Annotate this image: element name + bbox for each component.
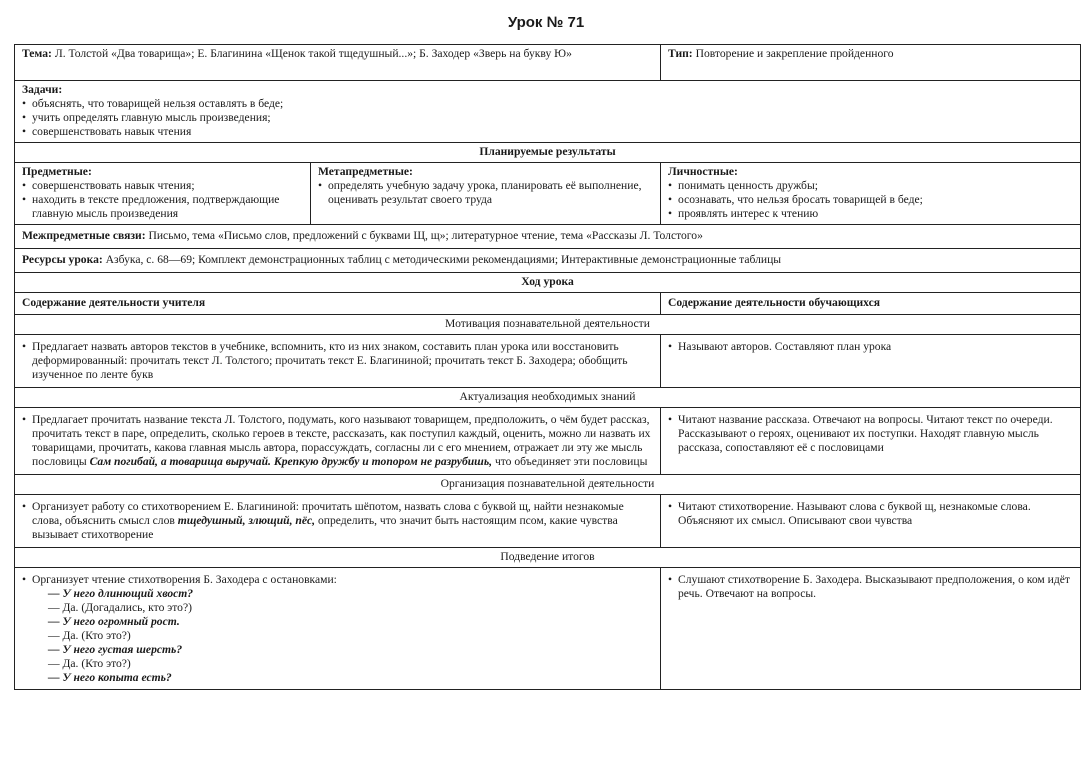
topic-text: Л. Толстой «Два товарища»; Е. Благинина «Щенок такой тщедушный...»; Б. Заходер «Зверь на букву Ю» — [54, 47, 572, 60]
teacher-activity-list — [22, 340, 653, 382]
words-text: тщедушный, злющий, пёс, — [177, 514, 316, 527]
dialogue-line: — У него копыта есть? — [48, 671, 172, 684]
students-activity-list — [668, 573, 1073, 601]
topic-row — [15, 45, 1081, 81]
teacher-activity-text: Организует работу со стихотворением Е. Благининой: прочитать шёпотом, назвать слова с буквой щ, найти незнакомые слова, объяснить смысл слов — [32, 500, 624, 527]
teacher-activity — [22, 413, 653, 469]
teacher-activity — [22, 500, 653, 542]
subject-results-list — [22, 179, 303, 221]
teacher-activity-text: Предлагает прочитать название текста Л. Толстого, подумать, кого называют товарищем, предположить, о чём будет рассказ, прочитать текст в паре, определить, сколько героев в тексте, рассказать, как поступил каждый, оценить, можно ли назвать их товарищами, прочитать, какова главная мысль автора, порассуждать, согласны ли с его мнением, отражает ли эту же мысль пословицы — [32, 413, 651, 468]
planned-results-header-row — [15, 143, 1081, 163]
teacher-activity: • Предлагает назвать авторов текстов в учебнике, вспомнить, кто из них знаком, составить план урока или восстановить деформированный: прочитать текст Л. Толстого; прочитать текст Е. Благининой; прочитать текст Б. Заходера; обобщить изученное по ленте букв — [22, 340, 653, 382]
teacher-activity-tail: определить, что значит быть настоящим псом, какие чувства вызывает стихотворение — [32, 514, 618, 541]
dialogue-line: — У него огромный рост. — [48, 615, 180, 628]
dialogue-list — [22, 587, 653, 685]
teacher-activity-list — [22, 413, 653, 469]
teacher-activity-list — [22, 500, 653, 542]
stage-title-row — [15, 548, 1081, 568]
tasks-label: Задачи: — [22, 83, 63, 96]
type-label: Тип: — [668, 47, 693, 60]
students-activity-list — [668, 340, 1073, 354]
interdisciplinary-text: Письмо, тема «Письмо слов, предложений с буквами Щ, щ»; литературное чтение, тема «Рассказы Л. Толстого» — [148, 229, 703, 242]
students-activity: • Читают название рассказа. Отвечают на вопросы. Читают текст по очереди. Рассказывают о героях, оценивают их поступки. Находят главную мысль рассказа, сопоставляют её с пословицами — [668, 413, 1073, 455]
list-item: • учить определять главную мысль произведения; — [22, 111, 1073, 125]
proverbs-text: Сам погибай, а товарища выручай. Крепкую дружбу и топором не разрубишь, — [89, 455, 493, 468]
teacher-activity: • Организует чтение стихотворения Б. Заходера с остановками: — [22, 573, 653, 587]
dialogue-line: — У него длинющий хвост? — [48, 587, 194, 600]
interdisciplinary-row — [15, 225, 1081, 249]
personal-results-list — [668, 179, 1073, 221]
students-activity: • Называют авторов. Составляют план урока — [668, 340, 1073, 354]
resources-text: Азбука, с. 68—69; Комплект демонстрационных таблиц с методическими рекомендациями; Интерактивные демонстрационные таблицы — [105, 253, 782, 266]
stage-content-row — [15, 408, 1081, 475]
teacher-column-header: Содержание деятельности учителя — [15, 293, 661, 315]
tasks-row — [15, 81, 1081, 143]
dialogue-line: — Да. (Кто это?) — [48, 629, 131, 642]
students-column-header: Содержание деятельности обучающихся — [661, 293, 1081, 315]
page-title: Урок № 71 — [507, 14, 585, 31]
teacher-activity-list — [22, 573, 653, 587]
list-item: • понимать ценность дружбы; — [668, 179, 1073, 193]
interdisciplinary-label: Межпредметные связи: — [22, 229, 146, 242]
tasks-list — [22, 97, 1073, 139]
stage-content-row — [15, 568, 1081, 690]
planned-results-header: Планируемые результаты — [15, 143, 1081, 163]
type-text: Повторение и закрепление пройденного — [695, 47, 894, 60]
course-header: Ход урока — [15, 273, 1081, 293]
dialogue-line: — У него густая шерсть? — [48, 643, 183, 656]
meta-results-label: Метапредметные: — [318, 165, 413, 178]
stage-title-actualization: Актуализация необходимых знаний — [15, 388, 1081, 408]
course-header-row — [15, 273, 1081, 293]
course-columns-row — [15, 293, 1081, 315]
stage-title-row — [15, 475, 1081, 495]
students-activity: • Слушают стихотворение Б. Заходера. Высказывают предположения, о ком идёт речь. Отвечают на вопросы. — [668, 573, 1073, 601]
personal-results-label: Личностные: — [668, 165, 738, 178]
dialogue-line: — Да. (Догадались, кто это?) — [48, 601, 192, 614]
stage-title-motivation: Мотивация познавательной деятельности — [15, 315, 1081, 335]
list-item: • проявлять интерес к чтению — [668, 207, 1073, 221]
list-item: • объяснять, что товарищей нельзя оставлять в беде; — [22, 97, 1073, 111]
stage-title-row — [15, 388, 1081, 408]
students-activity-list — [668, 413, 1073, 455]
planned-results-row — [15, 163, 1081, 225]
students-activity: • Читают стихотворение. Называют слова с буквой щ, незнакомые слова. Объясняют их смысл. Описывают свои чувства — [668, 500, 1073, 528]
stage-content-row — [15, 495, 1081, 548]
stage-title-row — [15, 315, 1081, 335]
students-activity-list — [668, 500, 1073, 528]
resources-row — [15, 249, 1081, 273]
meta-results-list — [318, 179, 653, 207]
list-item: • совершенствовать навык чтения; — [22, 179, 303, 193]
list-item: • осознавать, что нельзя бросать товарищей в беде; — [668, 193, 1073, 207]
topic-label: Тема: — [22, 47, 52, 60]
stage-title-organization: Организация познавательной деятельности — [15, 475, 1081, 495]
dialogue-line: — Да. (Кто это?) — [48, 657, 131, 670]
subject-results-label: Предметные: — [22, 165, 92, 178]
teacher-activity-tail: что объединяет эти пословицы — [494, 455, 648, 468]
list-item: • определять учебную задачу урока, планировать её выполнение, оценивать результат своего труда — [318, 179, 653, 207]
lesson-plan-table — [14, 44, 1081, 690]
list-item: • совершенствовать навык чтения — [22, 125, 1073, 139]
list-item: • находить в тексте предложения, подтверждающие главную мысль произведения — [22, 193, 303, 221]
stage-title-summary: Подведение итогов — [15, 548, 1081, 568]
resources-label: Ресурсы урока: — [22, 253, 103, 266]
stage-content-row — [15, 335, 1081, 388]
